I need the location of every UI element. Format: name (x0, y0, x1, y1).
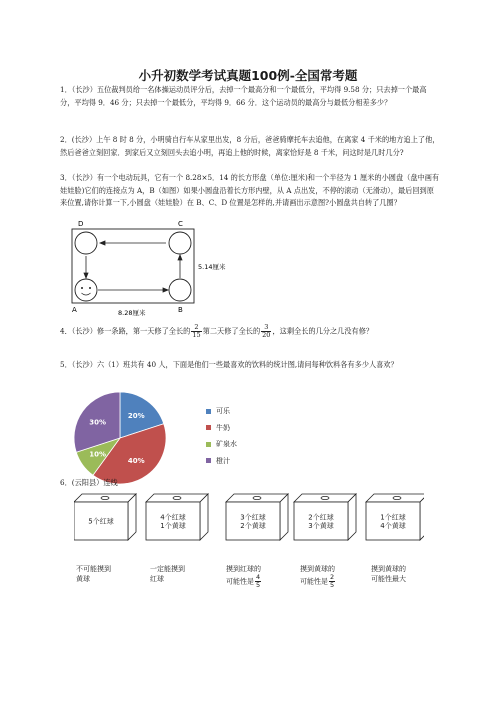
question-2: 2．(长沙）上午 8 时 8 分，小明骑自行车从家里出发，8 分后，爸爸骑摩托车去追他，在离家 4 千米的地方追上了他，然后爸爸立刻回家．到家后又立刻回头去追小明，再追上他的时候，离家恰好是 8 千米，问这时是几时几分? (60, 135, 440, 157)
box-text: 3个红球 (240, 513, 266, 522)
ball-box-5 (366, 494, 424, 540)
ball-box-2 (146, 494, 208, 540)
legend-item: 可乐 (206, 403, 237, 420)
label-c: C (178, 220, 183, 228)
label-impossible-yellow: 不可能摸到 黄球 (76, 565, 111, 583)
question-6: 6．(云阳县）连线 (60, 478, 118, 487)
ball-box-1 (74, 494, 136, 540)
page-title: 小升初数学考试真题100例-全国常考题 (138, 68, 358, 83)
box-text: 3个黄球 (308, 521, 334, 530)
pie-label-1: 40% (127, 456, 145, 465)
legend-item: 橙汁 (206, 453, 237, 470)
box-text: 2个黄球 (240, 521, 266, 530)
fraction-2-5: $\frac{2}{5}$ (330, 573, 335, 589)
label-a: A (72, 306, 77, 314)
label-d: D (78, 220, 84, 228)
ball-box-4 (294, 494, 356, 540)
label-yellow-most-likely: 摸到黄球的 可能性最大 (371, 565, 406, 583)
label-red-probability: 摸到红球的 可能性是 $\frac{4}{5}$ (226, 565, 261, 589)
fraction-2-15: $\frac{2}{15}$ (192, 323, 201, 339)
label-b: B (178, 306, 183, 314)
box-text: 2个红球 (308, 513, 334, 522)
width-label: 8.28厘米 (118, 309, 146, 317)
pie-label-2: 10% (89, 450, 107, 459)
question-4: 4．（长沙）修一条路，第一天修了全长的 $\frac{2}{15}$ 第二天修了全长的 $\frac{3}{20}$ ，这剩全长的几分之几没有修？ (60, 323, 374, 339)
box-text: 4个黄球 (380, 521, 406, 530)
box-text: 1个黄球 (160, 521, 186, 530)
question-3: 3．（长沙）有一个电动玩具，它有一个 8.28×5．14 的长方形盘（单位:厘米)和一个半径为 1 厘米的小圆盘（盘中画有娃娃脸)它们的连接点为 A，B（如图）如果小圆盘沿着长方形内壁，从 A 点出发，不停的滚动（无滑动），最后回到原来位置,请你计算一下,小圆盘（娃娃脸）在 B、C、D 位置是怎样的,并请画出示意图?小圆盘共自转了几圈？ (60, 173, 440, 207)
ball-box-3 (226, 494, 288, 540)
legend-item: 矿泉水 (206, 436, 237, 453)
disc-d (75, 232, 97, 254)
fraction-4-5: $\frac{4}{5}$ (256, 573, 261, 589)
pie-label-0: 20% (127, 412, 145, 421)
fraction-3-20: $\frac{3}{20}$ (262, 323, 271, 339)
disc-b (169, 279, 191, 301)
box-text: 5个红球 (88, 517, 114, 526)
box-text: 4个红球 (160, 513, 186, 522)
pie-label-3: 30% (89, 418, 107, 427)
label-yellow-probability: 摸到黄球的 可能性是 $\frac{2}{5}$ (300, 565, 335, 589)
legend-item: 牛奶 (206, 420, 237, 437)
rectangle-disc-figure (60, 218, 250, 322)
doll-face-disc-a (75, 279, 97, 301)
question-1: 1．（长沙）五位裁判员给一名体操运动员评分后，去掉一个最高分和一个最低分，平均得 9.58 分；只去掉一个最高分，平均得 9．46 分；只去掉一个最低分，平均得 9．66 分．这个运动员的最高分与最低分相差多少？ (60, 85, 427, 107)
box-text: 1个红球 (380, 513, 406, 522)
pie-legend (206, 403, 237, 469)
disc-c (169, 232, 191, 254)
beverage-pie-chart (70, 388, 170, 488)
label-certain-red: 一定能摸到 红球 (150, 565, 185, 583)
height-label: 5.14厘米 (198, 263, 226, 271)
ball-boxes (74, 490, 424, 550)
question-5: 5．（长沙）六（1）班共有 40 人，下面是他们一些最喜欢的饮料的统计图,请问每种饮料各有多少人喜欢？ (60, 360, 398, 369)
